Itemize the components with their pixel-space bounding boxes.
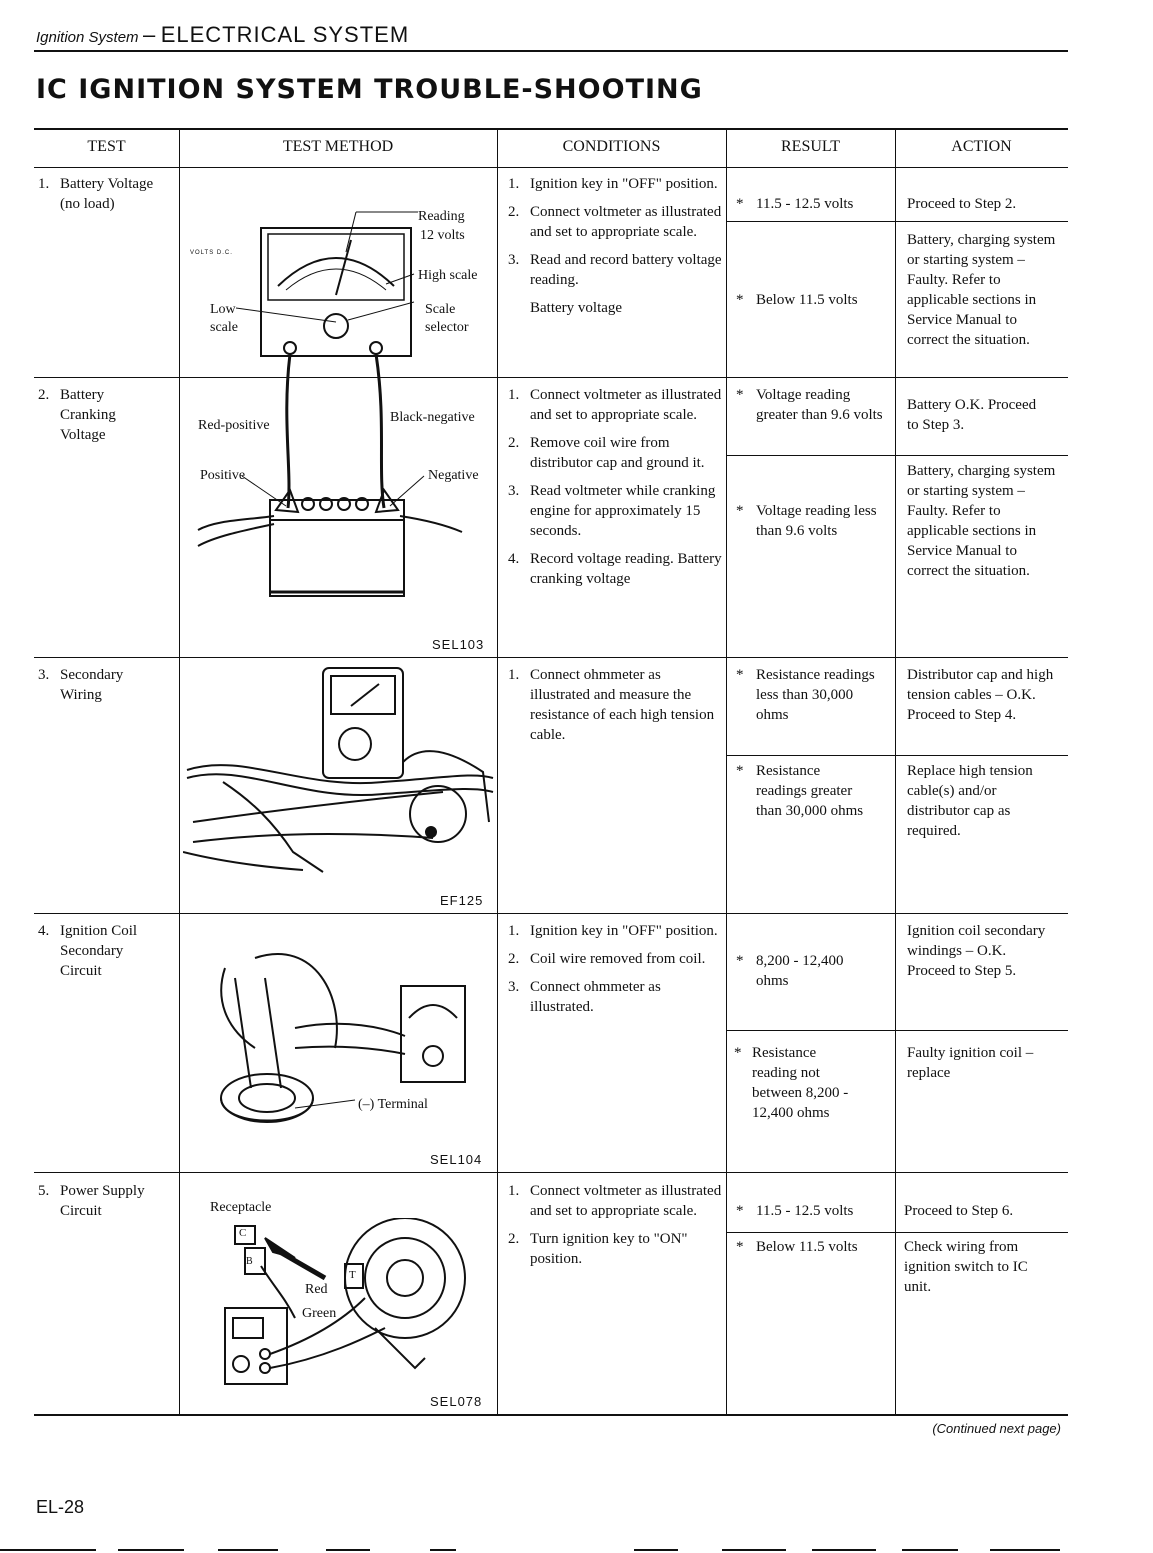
fig-label-volts: 12 volts: [420, 228, 465, 243]
col-header-conditions: CONDITIONS: [562, 138, 661, 155]
figure-code: SEL103: [432, 637, 485, 652]
footer-dash: [218, 1549, 278, 1551]
result-text: Resistance readings greater than 30,000 ohms: [756, 763, 864, 819]
result-bullet: *: [734, 1045, 742, 1061]
result-text: 11.5 - 12.5 volts: [756, 1203, 854, 1219]
footer-dash: [902, 1549, 958, 1551]
test-number: 3.: [38, 667, 50, 683]
conditions-cell: [508, 1181, 722, 1277]
action-cell: Ignition coil secondary windings – O.K. Proceed to Step 5.: [907, 923, 1046, 979]
fig-label-red: Red: [305, 1282, 328, 1297]
condition-number: 3.: [508, 483, 520, 499]
conditions-cell: [508, 174, 722, 318]
action-cell: Proceed to Step 6.: [904, 1203, 1014, 1219]
fig-label-t: T: [349, 1269, 356, 1281]
test-cell: [38, 665, 178, 705]
fig-label-green: Green: [302, 1306, 337, 1321]
action-cell: Check wiring from ignition switch to IC unit.: [904, 1239, 1028, 1295]
result-text: Voltage reading greater than 9.6 volts: [756, 387, 883, 423]
fig-label-terminal: (–) Terminal: [358, 1097, 428, 1112]
action-cell: Battery, charging system or starting system – Faulty. Refer to applicable sections in Service Manual to correct the situation.: [907, 232, 1056, 348]
col-divider: [895, 128, 896, 1415]
result-text: Below 11.5 volts: [756, 292, 858, 308]
condition-number: 1.: [508, 176, 520, 192]
fig-label-negative: Negative: [428, 468, 479, 483]
test-cell: [38, 921, 178, 981]
result-bullet: *: [736, 503, 744, 519]
condition-text: Ignition key in "OFF" position.: [530, 923, 718, 939]
footer-dash: [430, 1549, 456, 1551]
page-title: IC IGNITION SYSTEM TROUBLE-SHOOTING: [36, 74, 703, 105]
result-bullet: *: [736, 667, 744, 683]
result-bullet: *: [736, 763, 744, 779]
condition-text: Connect voltmeter as illustrated and set to appropriate scale.: [530, 1183, 722, 1219]
test-name: Cranking: [60, 407, 116, 423]
condition-number: 1.: [508, 387, 520, 403]
result-cell: [736, 194, 892, 214]
col-divider: [497, 128, 498, 1415]
condition-text: Connect ohmmeter as illustrated and measure the resistance of each high tension cable.: [530, 667, 715, 743]
test-name: Battery: [60, 387, 105, 403]
row-rule: [34, 913, 1068, 914]
result-text: 11.5 - 12.5 volts: [756, 196, 854, 212]
condition-text: Read and record battery voltage reading.: [530, 252, 722, 288]
test-name: Circuit: [60, 963, 102, 979]
condition-text: Remove coil wire from distributor cap and ground it.: [530, 435, 705, 471]
condition-number: 4.: [508, 551, 520, 567]
condition-text: Record voltage reading. Battery cranking voltage: [530, 551, 722, 587]
result-bullet: *: [736, 292, 744, 308]
col-header-result: RESULT: [781, 138, 840, 155]
result-bullet: *: [736, 1239, 744, 1255]
result-rule: [726, 1232, 1068, 1233]
action-cell: Replace high tension cable(s) and/or distributor cap as required.: [907, 763, 1033, 839]
figure-code: SEL104: [430, 1152, 483, 1167]
page-number: EL-28: [36, 1497, 85, 1517]
row-rule: [34, 1172, 1068, 1173]
action-cell: Distributor cap and high tension cables – O.K. Proceed to Step 4.: [907, 667, 1054, 723]
col-header-method: TEST METHOD: [282, 138, 394, 155]
result-cell: [736, 1237, 892, 1257]
test-cell: [38, 174, 178, 214]
ignition-coil-illustration: [195, 918, 485, 1158]
result-cell: [736, 761, 866, 821]
result-cell: [736, 290, 892, 310]
fig-label-scale2: Scale: [425, 302, 456, 317]
fig-label-high-scale: High scale: [418, 268, 478, 283]
fig-label-black-negative: Black-negative: [390, 410, 475, 425]
result-text: Resistance reading not between 8,200 - 12,400 ohms: [752, 1045, 849, 1121]
condition-text: Ignition key in "OFF" position.: [530, 176, 718, 192]
footer-dash: [722, 1549, 786, 1551]
test-cell: [38, 1181, 178, 1221]
running-header: [36, 22, 409, 48]
result-cell: [736, 665, 886, 725]
conditions-cell: [508, 921, 722, 1025]
fig-label-selector: selector: [425, 320, 469, 335]
result-cell: [736, 951, 866, 991]
col-header-action: ACTION: [951, 138, 1012, 155]
test-number: 2.: [38, 387, 50, 403]
condition-number: 1.: [508, 1183, 520, 1199]
test-name: Wiring: [60, 687, 102, 703]
figure-code: EF125: [440, 893, 484, 908]
footer-dash: [812, 1549, 876, 1551]
test-name: Ignition Coil: [60, 923, 138, 939]
section-title: ELECTRICAL SYSTEM: [160, 22, 410, 47]
continued-note: (Continued next page): [932, 1421, 1061, 1436]
action-cell: Battery O.K. Proceed to Step 3.: [907, 397, 1037, 433]
footer-dash: [326, 1549, 370, 1551]
fig-label-reading: Reading: [418, 209, 465, 224]
fig-label-receptacle: Receptacle: [210, 1200, 272, 1215]
result-rule: [726, 221, 1068, 222]
condition-text: Turn ignition key to "ON" position.: [530, 1231, 688, 1267]
test-cell: [38, 385, 178, 445]
conditions-cell: [508, 665, 722, 753]
condition-number: 2.: [508, 435, 520, 451]
result-cell: [734, 1043, 864, 1123]
col-header-test: TEST: [87, 138, 126, 155]
result-cell: [736, 1201, 892, 1221]
col-divider: [726, 128, 727, 1415]
test-name: Power Supply: [60, 1183, 145, 1199]
condition-text: Connect voltmeter as illustrated and set to appropriate scale.: [530, 204, 722, 240]
fig-label-red-positive: Red-positive: [198, 418, 270, 433]
footer-dash: [990, 1549, 1060, 1551]
header-rule: [34, 50, 1068, 52]
result-bullet: *: [736, 953, 744, 969]
test-name: Secondary: [60, 667, 124, 683]
action-cell: Proceed to Step 2.: [907, 196, 1017, 212]
test-number: 5.: [38, 1183, 50, 1199]
section-subtitle: Ignition System: [36, 29, 139, 46]
table-bottom-rule: [34, 1414, 1068, 1416]
condition-number: 1.: [508, 923, 520, 939]
result-rule: [726, 1030, 1068, 1031]
figure-code: SEL078: [430, 1394, 483, 1409]
result-text: Resistance readings less than 30,000 ohms: [756, 667, 875, 723]
result-cell: [736, 385, 886, 425]
result-text: 8,200 - 12,400 ohms: [756, 953, 844, 989]
table-top-rule: [34, 128, 1068, 130]
result-rule: [726, 455, 1068, 456]
table-header-rule: [34, 167, 1068, 168]
test-number: 4.: [38, 923, 50, 939]
condition-text: Coil wire removed from coil.: [530, 951, 706, 967]
footer-dash: [634, 1549, 678, 1551]
section-sep: –: [143, 22, 157, 47]
test-name: Battery Voltage: [60, 176, 154, 192]
fig-label-low: Low: [210, 302, 236, 317]
action-cell: Faulty ignition coil – replace: [907, 1045, 1034, 1081]
result-bullet: *: [736, 196, 744, 212]
test-name: Secondary: [60, 943, 124, 959]
ohmmeter-cables-illustration: [183, 662, 495, 892]
test-number: 1.: [38, 176, 50, 192]
result-rule: [726, 755, 1068, 756]
result-text: Voltage reading less than 9.6 volts: [756, 503, 877, 539]
condition-text: Connect voltmeter as illustrated and set to appropriate scale.: [530, 387, 722, 423]
result-bullet: *: [736, 1203, 744, 1219]
ic-unit-receptacle-illustration: [195, 1218, 485, 1388]
fig-label-b: B: [246, 1256, 253, 1267]
result-text: Below 11.5 volts: [756, 1239, 858, 1255]
footer-dash: [118, 1549, 184, 1551]
result-bullet: *: [736, 387, 744, 403]
fig-label-positive: Positive: [200, 468, 246, 483]
result-cell: [736, 501, 886, 541]
dial-label: VOLTS D.C.: [190, 250, 233, 256]
conditions-cell: [508, 385, 722, 597]
condition-text: Connect ohmmeter as illustrated.: [530, 979, 661, 1015]
condition-number: 2.: [508, 204, 520, 220]
condition-number: 3.: [508, 252, 520, 268]
col-divider: [179, 128, 180, 1415]
condition-number: 2.: [508, 951, 520, 967]
row-rule: [34, 657, 1068, 658]
test-name: Voltage: [60, 427, 106, 443]
fig-label-scale: scale: [210, 320, 238, 335]
condition-text: Battery voltage: [530, 300, 623, 316]
condition-number: 2.: [508, 1231, 520, 1247]
footer-dash: [0, 1549, 96, 1551]
condition-number: 3.: [508, 979, 520, 995]
test-name: (no load): [60, 196, 115, 212]
condition-number: 1.: [508, 667, 520, 683]
test-name: Circuit: [60, 1203, 102, 1219]
condition-text: Read voltmeter while cranking engine for approximately 15 seconds.: [530, 483, 716, 539]
fig-label-c: C: [239, 1227, 247, 1239]
action-cell: Battery, charging system or starting system – Faulty. Refer to applicable sections in Service Manual to correct the situation.: [907, 463, 1056, 579]
